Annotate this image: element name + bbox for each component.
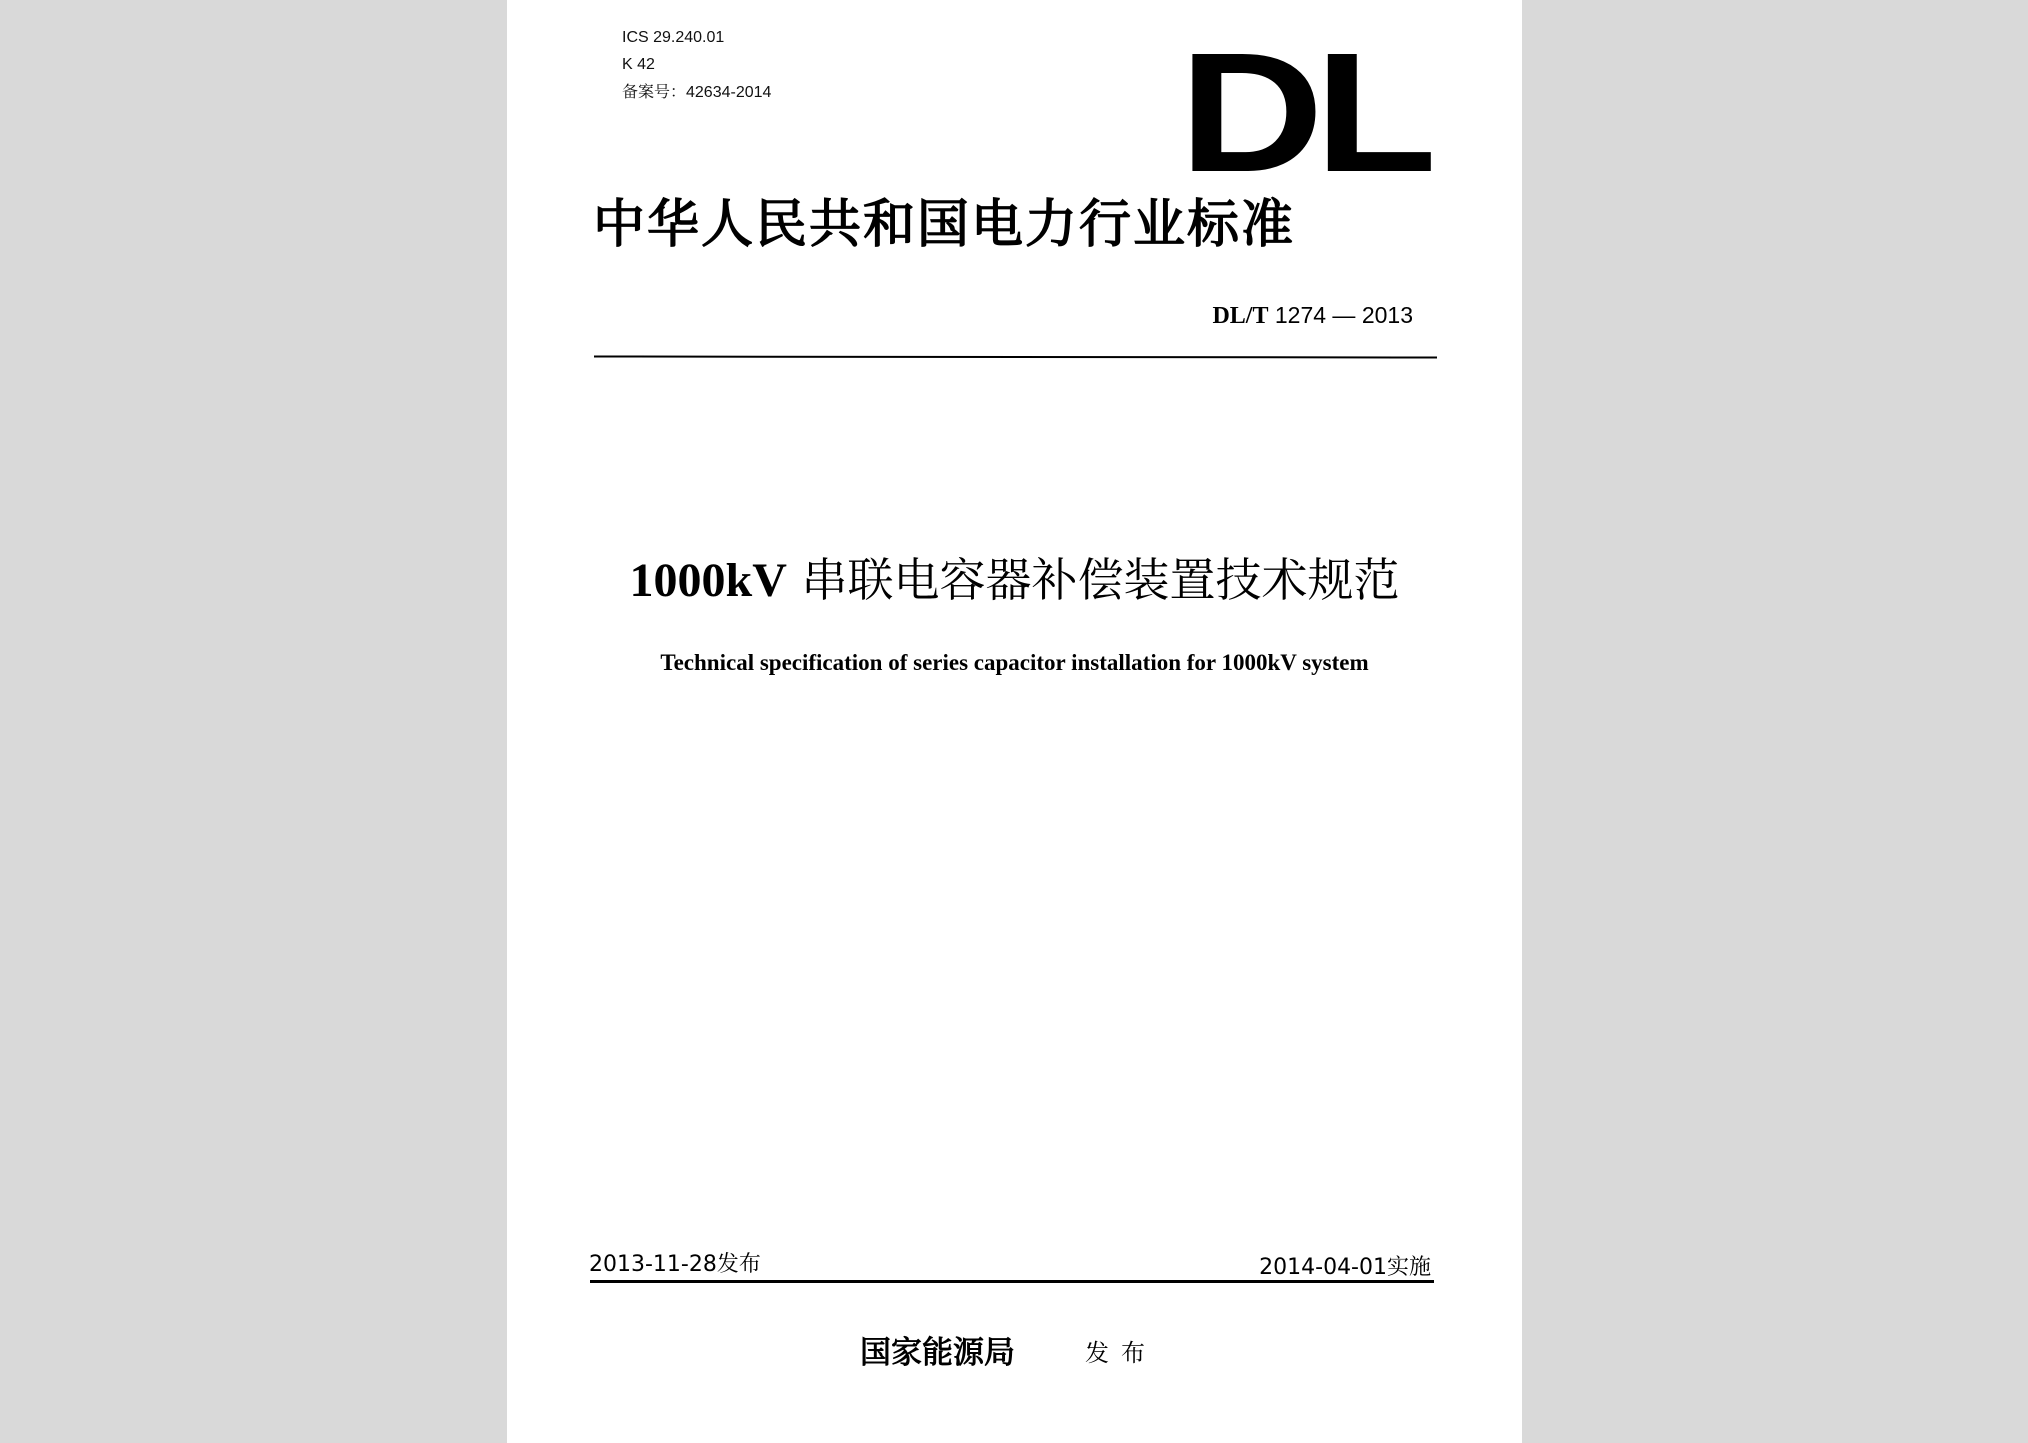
- document-title-cn: [507, 548, 1522, 613]
- effective-date: 2014-04-01实施: [1259, 1255, 1431, 1280]
- issue-date: 2013-11-28发布: [589, 1252, 761, 1277]
- ccs-code: K 42: [622, 56, 655, 73]
- record-number: 备案号：42634-2014: [622, 84, 772, 101]
- publish-word: 发布: [1085, 1339, 1157, 1367]
- standard-code-prefix: DL/T: [1212, 303, 1269, 329]
- document-page: [507, 0, 1522, 1443]
- title-main: 串联电容器补偿装置技术规范: [801, 553, 1400, 607]
- dl-logo: DL: [1179, 18, 1428, 208]
- publisher-name: 国家能源局: [860, 1335, 1015, 1371]
- standard-code: [1212, 302, 1413, 330]
- standard-code-number: 1274 — 2013: [1274, 302, 1413, 328]
- title-voltage: 1000kV: [629, 554, 787, 607]
- bottom-rule: [590, 1280, 1434, 1283]
- top-rule: [594, 355, 1437, 358]
- ics-code: ICS 29.240.01: [622, 29, 725, 46]
- standard-category: 中华人民共和国电力行业标准: [593, 194, 1296, 255]
- document-title-en: Technical specification of series capacitor installation for 1000kV system: [660, 650, 1369, 675]
